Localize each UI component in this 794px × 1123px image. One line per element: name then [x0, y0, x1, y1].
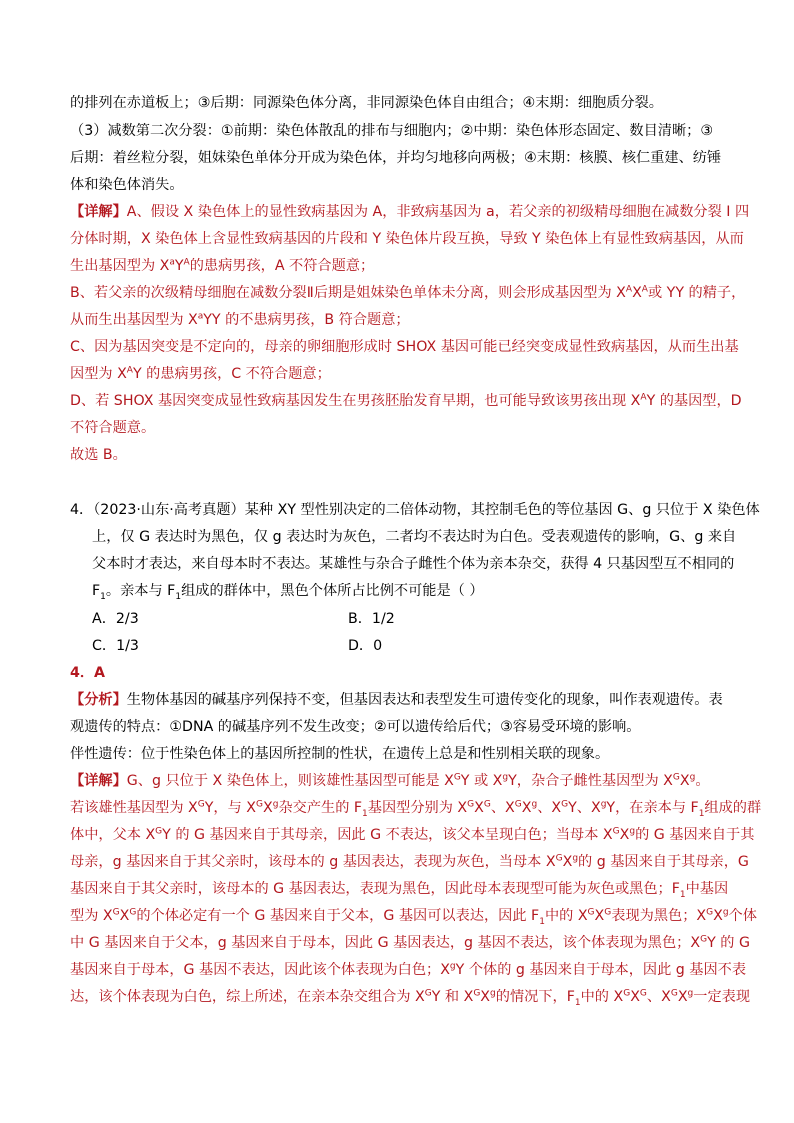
detail-line: 不符合题意。	[70, 420, 156, 436]
question-line: 4．（2023·山东·高考真题）某种 XY 型性别决定的二倍体动物，其控制毛色的等位基因 G、g 只位于 X 染色体	[70, 502, 760, 518]
question-line: 父本时才表达，来自母本时不表达。某雄性与杂合子雌性个体为亲本杂交，获得 4 只基因型互不相同的	[92, 556, 735, 572]
detail-line: 分体时期，X 染色体上含显性致病基因的片段和 Y 染色体片段互换，导致 Y 染色体上有显性致病基因，从而	[70, 231, 744, 247]
detail-tag: 【详解】	[70, 204, 127, 220]
detail-line: 【详解】G、g 只位于 X 染色体上，则该雄性基因型可能是 $X^GY$ 或 $X^gY$，杂合子雌性基因型为 $X^GX^g$。	[70, 772, 710, 789]
analysis-line: 伴性遗传：位于性染色体上的基因所控制的性状，在遗传上总是和性别相关联的现象。	[70, 746, 610, 762]
detail-line: 故选 B。	[70, 447, 127, 463]
detail-line: 因型为 $X^AY$ 的患病男孩，C 不符合题意；	[70, 365, 331, 382]
detail-line: 型为 $X^GX^G$的个体必定有一个 G 基因来自于父本，G 基因可以表达，因此 $F_1$中的 $X^GX^G$表现为黑色；$X^GX^g$个体	[70, 907, 757, 927]
text-line: 的排列在赤道板上；③后期：同源染色体分离，非同源染色体自由组合；④末期：细胞质分裂。	[70, 95, 663, 111]
analysis-line: 【分析】生物体基因的碱基序列保持不变，但基因表达和表型发生可遗传变化的现象，叫作表观遗传。表	[70, 692, 723, 708]
question-line: $F_1$。亲本与 $F_1$组成的群体中，黑色个体所占比例不可能是（ ）	[92, 583, 484, 602]
detail-line: D、若 SHOX 基因突变成显性致病基因发生在男孩胚胎发育早期，也可能导致该男孩出现 $X^AY$ 的基因型，D	[70, 392, 742, 409]
text-line: 体和染色体消失。	[70, 177, 184, 193]
answer-number: 4．A	[70, 665, 106, 681]
detail-line: 母亲，g 基因来自于其父亲时，该母本的 g 基因表达，表现为灰色，当母本 $X^GX^g$的 g 基因来自于其母亲，G	[70, 853, 749, 870]
option-d: D．0	[348, 638, 383, 654]
question-line: 上，仅 G 表达时为黑色，仅 g 表达时为灰色，二者均不表达时为白色。受表观遗传的影响，G、g 来自	[92, 529, 737, 545]
text-line: 后期：着丝粒分裂，姐妹染色单体分开成为染色体，并均匀地移向两极；④末期：核膜、核仁重建、纺锤	[70, 150, 722, 166]
detail-line: 中 G 基因来自于父本，g 基因来自于母本，因此 G 基因表达，g 基因不表达，该个体表现为黑色；$X^GY$ 的 G	[70, 934, 750, 951]
detail-line: 生出基因型为 $X^aY^A$的患病男孩，A 不符合题意；	[70, 257, 375, 274]
detail-line: 体中，父本 $X^GY$ 的 G 基因来自于其母亲，因此 G 不表达，该父本呈现白色；当母本 $X^GX^g$的 G 基因来自于其	[70, 826, 755, 843]
detail-line: C、因为基因突变是不定向的，母亲的卵细胞形成时 SHOX 基因可能已经突变成显性致病基因，从而生出基	[70, 339, 739, 355]
analysis-tag: 【分析】	[70, 692, 127, 708]
detail-line: 基因来自于其父亲时，该母本的 G 基因表达，表现为黑色，因此母本表现型可能为灰色或黑色；$F_1$中基因	[70, 881, 729, 900]
option-c: C．1/3	[92, 638, 139, 654]
detail-line: 基因来自于母本，G 基因不表达，因此该个体表现为白色；$X^gY$ 个体的 g 基因来自于母本，因此 g 基因不表	[70, 961, 747, 978]
text-line: （3）减数第二次分裂：①前期：染色体散乱的排布与细胞内；②中期：染色体形态固定、数目清晰；③	[70, 123, 714, 139]
detail-tag: 【详解】	[70, 773, 127, 789]
analysis-line: 观遗传的特点：①DNA 的碱基序列不发生改变；②可以遗传给后代；③容易受环境的影响。	[70, 719, 641, 735]
detail-line: 若该雄性基因型为 $X^GY$，与 $X^GX^g$杂交产生的 $F_1$基因型分别为 $X^GX^G$、$X^GX^g$、$X^GY$、$X^gY$，在亲本与 $F_1$组成的群	[70, 799, 762, 819]
option-b: B．1/2	[348, 611, 395, 627]
detail-line: 达，该个体表现为白色，综上所述，在亲本杂交组合为 $X^GY$ 和 $X^GX^g$的情况下，$F_1$中的 $X^GX^G$、$X^GX^g$一定表现	[70, 988, 751, 1008]
detail-line: 【详解】A、假设 X 染色体上的显性致病基因为 A，非致病基因为 a，若父亲的初级精母细胞在减数分裂 I 四	[70, 204, 750, 220]
detail-line: B、若父亲的次级精母细胞在减数分裂Ⅱ后期是姐妹染色单体未分离，则会形成基因型为 $X^AX^A$或 YY 的精子，	[70, 284, 746, 301]
option-a: A．2/3	[92, 611, 139, 627]
detail-line: 从而生出基因型为 $X^aYY$ 的不患病男孩，B 符合题意；	[70, 311, 410, 328]
